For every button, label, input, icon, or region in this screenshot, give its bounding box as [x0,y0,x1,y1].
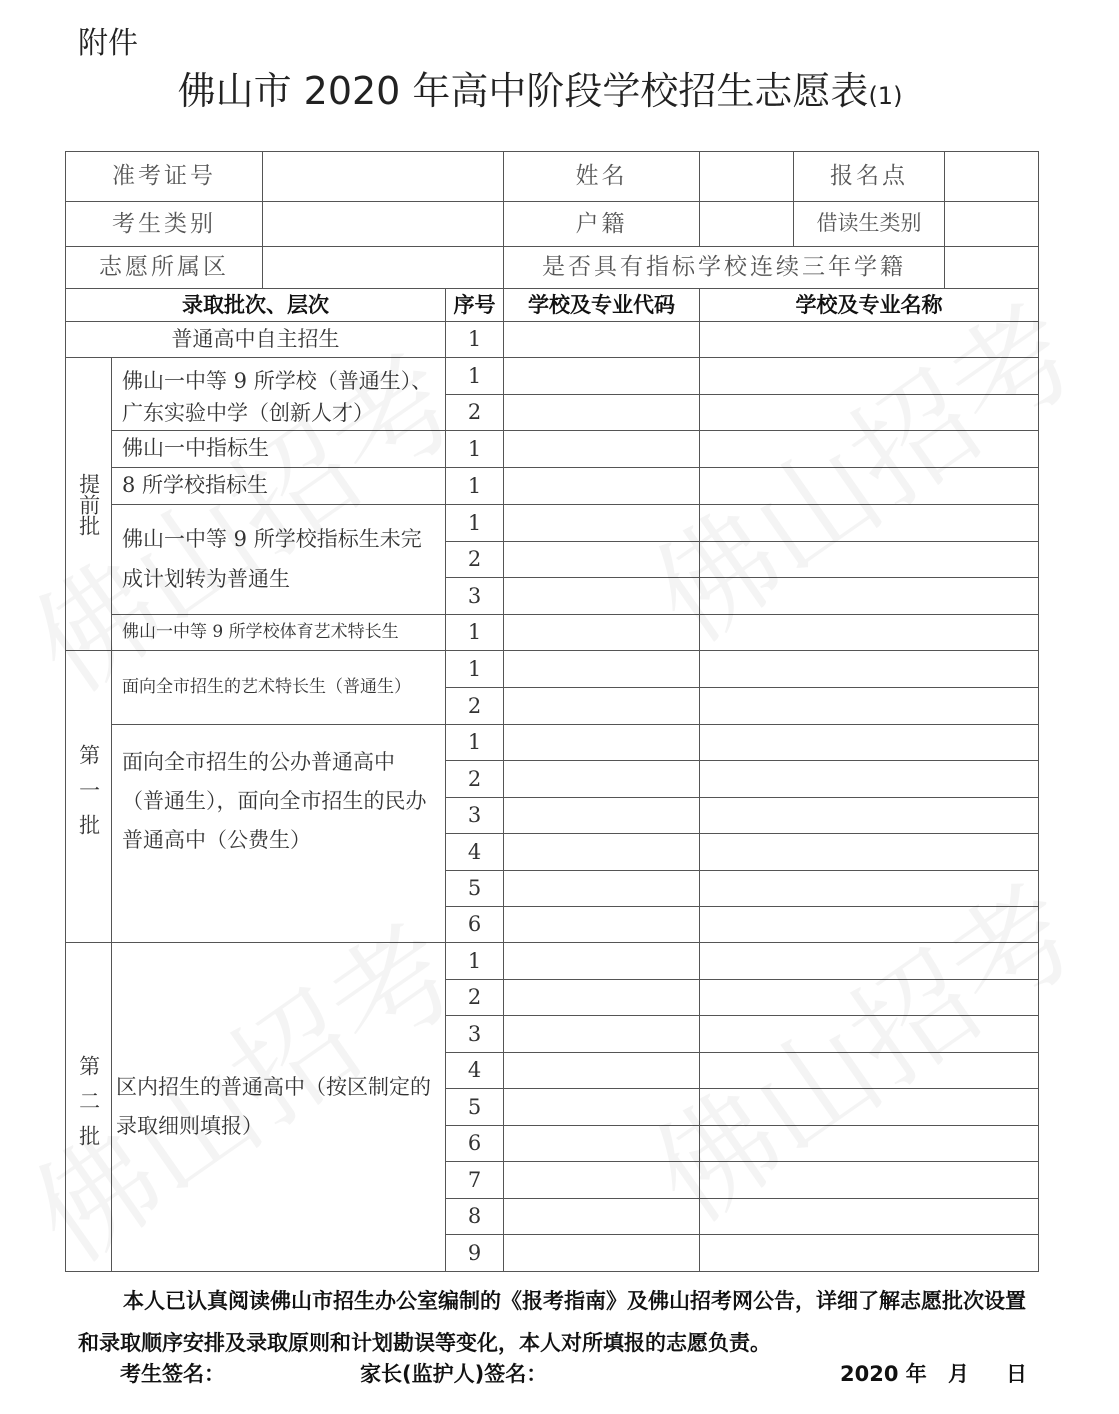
early-group-1-label: 佛山一中等 9 所学校（普通生）、广东实验中学（创新人才） [111,357,446,431]
student-sign-label: 考生签名： [120,1362,225,1386]
second-batch-text: 第二批 [76,1054,101,1160]
name-cell[interactable] [699,541,1039,578]
seq-cell: 5 [445,870,504,907]
name-cell[interactable] [699,1015,1039,1053]
code-header: 学校及专业代码 [503,288,700,322]
name-cell[interactable] [699,687,1039,725]
application-form [65,151,1039,1272]
date-day: 日 [1006,1362,1027,1386]
code-cell[interactable] [503,942,700,980]
name-cell[interactable] [699,942,1039,980]
exam-no-label: 准考证号 [65,151,263,202]
seq-cell: 9 [445,1234,504,1272]
category-field[interactable] [262,201,504,247]
code-cell[interactable] [503,1088,700,1126]
seq-cell: 1 [445,942,504,980]
code-cell[interactable] [503,357,700,395]
first-batch-text: 第一批 [76,744,101,849]
seq-cell: 3 [445,797,504,834]
code-cell[interactable] [503,797,700,834]
exam-no-field[interactable] [262,151,504,202]
name-cell[interactable] [699,577,1039,615]
reg-point-label: 报名点 [793,151,945,202]
seq-cell: 5 [445,1088,504,1126]
name-cell[interactable] [699,650,1039,688]
seq-cell: 3 [445,577,504,615]
page-title [0,60,1080,115]
early-group-4-label: 佛山一中等 9 所学校指标生未完成计划转为普通生 [111,504,446,615]
code-cell[interactable] [503,870,700,907]
name-cell[interactable] [699,760,1039,798]
seq-cell: 4 [445,833,504,871]
first-group-1-label: 面向全市招生的艺术特长生（普通生） [111,650,446,725]
code-cell[interactable] [503,394,700,431]
date-year: 2020 年 [840,1362,927,1386]
seq-cell: 8 [445,1198,504,1235]
name-cell[interactable] [699,979,1039,1016]
code-cell[interactable] [503,979,700,1016]
name-field[interactable] [699,151,794,202]
code-cell[interactable] [503,504,700,542]
seq-cell: 2 [445,687,504,725]
seq-cell: 6 [445,906,504,943]
parent-sign-label: 家长(监护人)签名： [360,1362,548,1386]
early-group-5-label: 佛山一中等 9 所学校体育艺术特长生 [111,614,446,651]
name-cell[interactable] [699,724,1039,761]
seq-cell: 3 [445,1015,504,1053]
name-cell[interactable] [699,906,1039,943]
hukou-label: 户籍 [503,201,700,247]
second-batch-label [65,942,112,1272]
early-group-3-label: 8 所学校指标生 [111,467,446,505]
batch-header: 录取批次、层次 [65,288,446,322]
hukou-field[interactable] [699,201,794,247]
name-cell[interactable] [699,614,1039,651]
code-cell[interactable] [503,467,700,505]
seq-cell: 1 [445,504,504,542]
code-cell[interactable] [503,833,700,871]
name-cell[interactable] [699,870,1039,907]
school-name-header: 学校及专业名称 [699,288,1039,322]
code-cell[interactable] [503,1234,700,1272]
seq-header: 序号 [445,288,504,322]
name-cell[interactable] [699,797,1039,834]
seq-cell: 2 [445,394,504,431]
code-cell[interactable] [503,1052,700,1089]
early-batch-text: 提前批 [76,472,101,536]
code-cell[interactable] [503,614,700,651]
seq-cell: 1 [445,357,504,395]
name-cell[interactable] [699,1088,1039,1126]
name-cell[interactable] [699,321,1039,358]
name-cell[interactable] [699,833,1039,871]
code-cell[interactable] [503,1125,700,1162]
name-cell[interactable] [699,504,1039,542]
code-cell[interactable] [503,577,700,615]
indicator-school-field[interactable] [944,246,1039,289]
borrow-category-label: 借读生类别 [793,201,945,247]
second-group-1-label: 区内招生的普通高中（按区制定的录取细则填报） [111,942,446,1272]
code-cell[interactable] [503,1161,700,1199]
name-cell[interactable] [699,394,1039,431]
seq-cell: 4 [445,1052,504,1089]
code-cell[interactable] [503,650,700,688]
date-month: 月 [948,1362,969,1386]
borrow-category-field[interactable] [944,201,1039,247]
seq-cell: 2 [445,979,504,1016]
name-cell[interactable] [699,430,1039,468]
name-cell[interactable] [699,1125,1039,1162]
seq-cell: 6 [445,1125,504,1162]
code-cell[interactable] [503,1198,700,1235]
name-cell[interactable] [699,1052,1039,1089]
district-label: 志愿所属区 [65,246,263,289]
name-cell[interactable] [699,357,1039,395]
title-suffix: (1) [868,82,903,110]
seq-cell: 1 [445,724,504,761]
seq-cell: 7 [445,1161,504,1199]
title-main: 佛山市 2020 年高中阶段学校招生志愿表 [177,69,869,113]
code-cell[interactable] [503,760,700,798]
indicator-school-label: 是否具有指标学校连续三年学籍 [503,246,945,289]
code-cell[interactable] [503,321,700,358]
category-label: 考生类别 [65,201,263,247]
seq-cell: 2 [445,541,504,578]
first-group-2-label: 面向全市招生的公办普通高中（普通生），面向全市招生的民办普通高中（公费生） [111,724,446,943]
early-group-2-label: 佛山一中指标生 [111,430,446,468]
name-label: 姓名 [503,151,700,202]
name-cell[interactable] [699,1161,1039,1199]
code-cell[interactable] [503,906,700,943]
early-batch-label [65,357,112,651]
seq-cell: 1 [445,467,504,505]
code-cell[interactable] [503,724,700,761]
code-cell[interactable] [503,1015,700,1053]
attachment-label: 附件 [78,26,138,61]
self-enroll-label: 普通高中自主招生 [65,321,446,358]
name-cell[interactable] [699,467,1039,505]
seq-cell: 1 [445,650,504,688]
seq-cell: 1 [445,614,504,651]
seq-cell: 1 [445,430,504,468]
reg-point-field[interactable] [944,151,1039,202]
district-field[interactable] [262,246,504,289]
seq-cell: 2 [445,760,504,798]
name-cell[interactable] [699,1234,1039,1272]
seq-cell: 1 [445,321,504,358]
code-cell[interactable] [503,687,700,725]
name-cell[interactable] [699,1198,1039,1235]
declaration-text: 本人已认真阅读佛山市招生办公室编制的《报考指南》及佛山招考网公告，详细了解志愿批次设置和录取顺序安排及录取原则和计划勘误等变化，本人对所填报的志愿负责。 [78,1289,1026,1355]
code-cell[interactable] [503,541,700,578]
first-batch-label [65,650,112,943]
code-cell[interactable] [503,430,700,468]
